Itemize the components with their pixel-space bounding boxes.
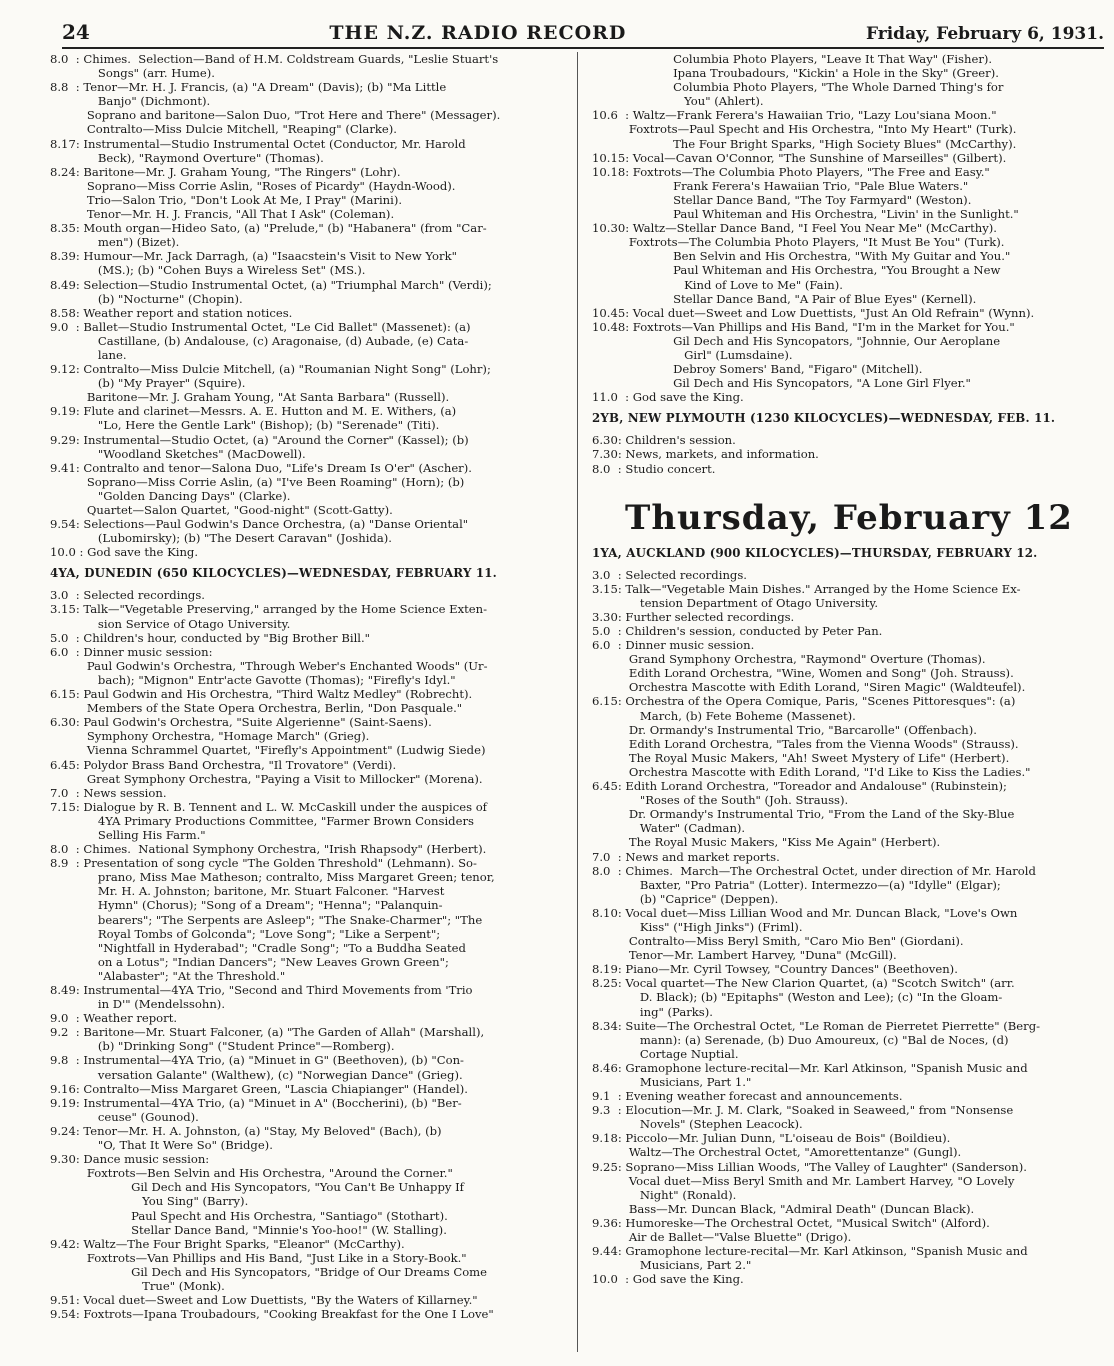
program-line: 4YA Primary Productions Committee, "Farmer Brown Considers — [50, 813, 474, 828]
program-line: ing" (Parks). — [592, 1004, 713, 1019]
program-line: 7.15: Dialogue by R. B. Tennent and L. W. McCaskill under the auspices of — [50, 799, 487, 814]
program-line: Baxter, "Pro Patria" (Lotter). Intermezzo—(a) "Idylle" (Elgar); — [592, 877, 1001, 892]
program-line: Tenor—Mr. Lambert Harvey, "Duna" (McGill). — [592, 948, 897, 963]
program-line: Debroy Somers' Band, "Figaro" (Mitchell). — [592, 362, 923, 377]
program-line: 3.0 : Selected recordings. — [592, 567, 747, 582]
program-line: 8.8 : Tenor—Mr. H. J. Francis, (a) "A Dream" (Davis); (b) "Ma Little — [50, 80, 447, 95]
program-line: 8.34: Suite—The Orchestral Octet, "Le Roman de Pierretet Pierrette" (Berg- — [592, 1018, 1041, 1033]
program-line: 9.42: Waltz—The Four Bright Sparks, "Eleanor" (McCarthy). — [50, 1236, 405, 1251]
right-column — [592, 52, 1106, 1352]
program-line: Members of the State Opera Orchestra, Berlin, "Don Pasquale." — [50, 701, 463, 716]
spacer — [50, 581, 562, 588]
program-line: "O, That It Were So" (Bridge). — [50, 1138, 273, 1153]
program-line: 9.19: Flute and clarinet—Messrs. A. E. Hutton and M. E. Withers, (a) — [50, 404, 457, 419]
program-line: Vocal duet—Miss Beryl Smith and Mr. Lambert Harvey, "O Lovely — [592, 1173, 1015, 1188]
spacer — [592, 539, 1106, 546]
spacer — [592, 483, 1106, 490]
program-line: 6.45: Polydor Brass Band Orchestra, "Il Trovatore" (Verdi). — [50, 757, 397, 772]
program-line: sion Service of Otago University. — [50, 616, 291, 631]
program-line: Girl" (Lumsdaine). — [592, 347, 793, 362]
program-line: 9.8 : Instrumental—4YA Trio, (a) "Minuet in G" (Beethoven), (b) "Con- — [50, 1053, 464, 1068]
program-line: 3.30: Further selected recordings. — [592, 609, 795, 624]
program-line: Contralto—Miss Beryl Smith, "Caro Mio Ben" (Giordani). — [592, 934, 964, 949]
program-line: You Sing" (Barry). — [50, 1194, 249, 1209]
program-line: Columbia Photo Players, "Leave It That Way" (Fisher). — [592, 52, 993, 66]
program-line: Ipana Troubadours, "Kickin' a Hole in the Sky" (Greer). — [592, 66, 999, 81]
program-line: Great Symphony Orchestra, "Paying a Visit to Millocker" (Morena). — [50, 771, 483, 786]
program-line: 9.2 : Baritone—Mr. Stuart Falconer, (a) "The Garden of Allah" (Marshall), — [50, 1025, 485, 1040]
program-line: 6.15: Orchestra of the Opera Comique, Paris, "Scenes Pittoresques": (a) — [592, 694, 1016, 709]
program-line: 8.35: Mouth organ—Hideo Sato, (a) "Prelude," (b) "Habanera" (from "Car- — [50, 221, 487, 236]
program-line: Dr. Ormandy's Instrumental Trio, "Barcarolle" (Offenbach). — [592, 722, 977, 737]
program-line: 3.15: Talk—"Vegetable Main Dishes." Arranged by the Home Science Ex- — [592, 581, 1021, 596]
program-line: Foxtrots—Paul Specht and His Orchestra, "Into My Heart" (Turk). — [592, 122, 1017, 137]
program-line: Foxtrots—Ben Selvin and His Orchestra, "Around the Corner." — [50, 1166, 453, 1181]
program-line: Soprano and baritone—Salon Duo, "Trot Here and There" (Messager). — [50, 108, 501, 123]
program-line: 7.30: News, markets, and information. — [592, 447, 819, 462]
program-line: Gil Dech and His Syncopators, "A Lone Girl Flyer." — [592, 376, 971, 391]
program-line: 8.0 : Chimes. Selection—Band of H.M. Coldstream Guards, "Leslie Stuart's — [50, 52, 499, 66]
program-line: 3.15: Talk—"Vegetable Preserving," arranged by the Home Science Exten- — [50, 602, 488, 617]
program-line: prano, Miss Mae Matheson; contralto, Miss Margaret Green; tenor, — [50, 870, 495, 885]
program-line: Soprano—Miss Corrie Aslin, (a) "I've Been Roaming" (Horn); (b) — [50, 474, 465, 489]
program-line: Mr. H. A. Johnston; baritone, Mr. Stuart Falconer. "Harvest — [50, 884, 445, 899]
spacer — [50, 559, 562, 566]
program-line: 6.0 : Dinner music session: — [50, 644, 213, 659]
program-line: 6.0 : Dinner music session. — [592, 638, 755, 653]
program-line: Musicians, Part 1." — [592, 1075, 752, 1089]
program-line: Cortage Nuptial. — [592, 1046, 739, 1061]
program-line: True" (Monk). — [50, 1278, 225, 1293]
program-line: 6.15: Paul Godwin and His Orchestra, "Third Waltz Medley" (Robrecht). — [50, 687, 473, 702]
program-line: 9.18: Piccolo—Mr. Julian Dunn, "L'oiseau de Bois" (Boildieu). — [592, 1131, 951, 1146]
program-line: 9.3 : Elocution—Mr. J. M. Clark, "Soaked in Seaweed," from "Nonsense — [592, 1103, 1014, 1118]
program-line: Stellar Dance Band, "The Toy Farmyard" (Weston). — [592, 192, 972, 207]
program-line: 9.54: Foxtrots—Ipana Troubadours, "Cooking Breakfast for the One I Love" — [50, 1307, 494, 1322]
program-line: (b) "Drinking Song" ("Student Prince"—Romberg). — [50, 1039, 395, 1054]
column-divider — [577, 52, 578, 1352]
program-line: 10.0 : God save the King. — [50, 545, 199, 560]
program-line: Vienna Schrammel Quartet, "Firefly's Appointment" (Ludwig Siede) — [50, 743, 486, 758]
program-line: Banjo" (Dichmont). — [50, 94, 211, 109]
program-line: (b) "Caprice" (Deppen). — [592, 891, 779, 906]
program-line: 6.30: Children's session. — [592, 433, 736, 448]
program-line: 8.10: Vocal duet—Miss Lillian Wood and Mr. Duncan Black, "Love's Own — [592, 905, 1018, 920]
program-line: Tenor—Mr. H. J. Francis, "All That I Ask" (Coleman). — [50, 207, 395, 222]
program-line: Castillane, (b) Andalouse, (c) Aragonaise, (d) Aubade, (e) Cata- — [50, 333, 469, 348]
program-line: 6.45: Edith Lorand Orchestra, "Toreador and Andalouse" (Rubinstein); — [592, 779, 1007, 794]
station-heading: 2YB, NEW PLYMOUTH (1230 KILOCYCLES)—WEDNESDAY, FEB. 11. — [592, 411, 1056, 426]
program-line: "Roses of the South" (Joh. Strauss). — [592, 793, 849, 808]
program-line: Dr. Ormandy's Instrumental Trio, "From the Land of the Sky-Blue — [592, 807, 1015, 822]
program-line: Selling His Farm." — [50, 827, 206, 842]
page-header — [62, 18, 1104, 49]
program-line: "Alabaster"; "At the Threshold." — [50, 968, 286, 983]
program-line: Hymn" (Chorus); "Song of a Dream"; "Henna"; "Palanquin- — [50, 898, 443, 913]
program-line: (b) "My Prayer" (Squire). — [50, 376, 246, 391]
program-line: 9.51: Vocal duet—Sweet and Low Duettists, "By the Waters of Killarney." — [50, 1293, 478, 1308]
program-line: 9.16: Contralto—Miss Margaret Green, "Lascia Chiapianger" (Handel). — [50, 1081, 468, 1096]
program-line: 11.0 : God save the King. — [592, 390, 744, 405]
program-line: 9.44: Gramophone lecture-recital—Mr. Karl Atkinson, "Spanish Music and — [592, 1244, 1028, 1259]
spacer — [592, 404, 1106, 411]
program-line: 8.0 : Chimes. National Symphony Orchestra, "Irish Rhapsody" (Herbert). — [50, 842, 487, 857]
program-line: Novels" (Stephen Leacock). — [592, 1117, 803, 1132]
program-line: Royal Tombs of Golconda"; "Love Song"; "Like a Serpent"; — [50, 926, 441, 941]
program-line: in D'" (Mendelssohn). — [50, 997, 226, 1012]
program-line: Orchestra Mascotte with Edith Lorand, "Siren Magic" (Waldteufel). — [592, 680, 1026, 695]
program-line: 10.6 : Waltz—Frank Ferera's Hawaiian Trio, "Lazy Lou'siana Moon." — [592, 108, 997, 123]
program-line: 8.58: Weather report and station notices. — [50, 305, 293, 320]
program-line: Quartet—Salon Quartet, "Good-night" (Scott-Gatty). — [50, 503, 393, 517]
program-line: ceuse" (Gounod). — [50, 1109, 199, 1124]
program-line: Edith Lorand Orchestra, "Wine, Women and Song" (Joh. Strauss). — [592, 666, 1014, 681]
program-line: Frank Ferera's Hawaiian Trio, "Pale Blue Waters." — [592, 178, 969, 193]
program-line: 8.25: Vocal quartet—The New Clarion Quartet, (a) "Scotch Switch" (arr. — [592, 976, 1015, 991]
program-line: on a Lotus"; "Indian Dancers"; "New Leaves Grown Green"; — [50, 954, 449, 969]
program-line: 9.12: Contralto—Miss Dulcie Mitchell, (a) "Roumanian Night Song" (Lohr); — [50, 362, 491, 377]
program-line: Foxtrots—The Columbia Photo Players, "It Must Be You" (Turk). — [592, 235, 1005, 250]
program-line: 3.0 : Selected recordings. — [50, 588, 205, 603]
program-line: Paul Whiteman and His Orchestra, "You Brought a New — [592, 263, 1001, 278]
program-line: March, (b) Fete Boheme (Massenet). — [592, 708, 856, 723]
program-line: Air de Ballet—"Valse Bluette" (Drigo). — [592, 1230, 852, 1245]
program-line: "Woodland Sketches" (MacDowell). — [50, 446, 306, 461]
program-line: 8.9 : Presentation of song cycle "The Golden Threshold" (Lehmann). So- — [50, 856, 477, 871]
program-line: versation Galante" (Walthew), (c) "Norwegian Dance" (Grieg). — [50, 1067, 463, 1082]
program-line: 9.25: Soprano—Miss Lillian Woods, "The Valley of Laughter" (Sanderson). — [592, 1159, 1027, 1174]
program-line: Paul Godwin's Orchestra, "Through Weber's Enchanted Woods" (Ur- — [50, 658, 488, 673]
program-line: (Lubomirsky); (b) "The Desert Caravan" (Joshida). — [50, 531, 392, 546]
program-line: Water" (Cadman). — [592, 821, 746, 836]
program-line: Kind of Love to Me" (Fain). — [592, 277, 843, 292]
program-line: Waltz—The Orchestral Octet, "Amorettentanze" (Gungl). — [592, 1145, 962, 1160]
program-line: 9.54: Selections—Paul Godwin's Dance Orchestra, (a) "Danse Oriental" — [50, 517, 469, 532]
spacer — [592, 490, 1106, 497]
program-line: Symphony Orchestra, "Homage March" (Grieg). — [50, 729, 370, 744]
program-line: bearers"; "The Serpents are Asleep"; "The Snake-Charmer"; "The — [50, 912, 483, 927]
program-line: Gil Dech and His Syncopators, "Johnnie, Our Aeroplane — [592, 333, 1001, 348]
program-line: Foxtrots—Van Phillips and His Band, "Just Like in a Story-Book." — [50, 1250, 467, 1265]
program-line: 7.0 : News and market reports. — [592, 849, 780, 864]
program-line: The Royal Music Makers, "Ah! Sweet Mystery of Life" (Herbert). — [592, 750, 1010, 765]
program-line: (b) "Nocturne" (Chopin). — [50, 291, 243, 306]
program-line: 9.30: Dance music session: — [50, 1152, 210, 1167]
program-line: (MS.); (b) "Cohen Buys a Wireless Set" (MS.). — [50, 263, 366, 278]
program-line: 10.45: Vocal duet—Sweet and Low Duettists, "Just An Old Refrain" (Wynn). — [592, 305, 1035, 320]
program-line: 9.41: Contralto and tenor—Salona Duo, "Life's Dream Is O'er" (Ascher). — [50, 460, 472, 475]
program-line: bach); "Mignon" Entr'acte Gavotte (Thomas); "Firefly's Idyl." — [50, 672, 456, 687]
program-line: The Four Bright Sparks, "High Society Blues" (McCarthy). — [592, 136, 1017, 151]
program-line: Soprano—Miss Corrie Aslin, "Roses of Picardy" (Haydn-Wood). — [50, 178, 456, 193]
program-line: 10.15: Vocal—Cavan O'Connor, "The Sunshine of Marseilles" (Gilbert). — [592, 150, 1007, 165]
program-line: 5.0 : Children's session, conducted by Peter Pan. — [592, 624, 883, 638]
publication-title: THE N.Z. RADIO RECORD — [329, 22, 627, 44]
page-number: 24 — [62, 20, 90, 44]
program-line: Musicians, Part 2." — [592, 1258, 752, 1273]
program-line: Stellar Dance Band, "A Pair of Blue Eyes" (Kernell). — [592, 291, 977, 306]
program-line: 10.48: Foxtrots—Van Phillips and His Band, "I'm in the Market for You." — [592, 319, 1015, 334]
station-heading: 4YA, DUNEDIN (650 KILOCYCLES)—WEDNESDAY, FEBRUARY 11. — [50, 566, 497, 581]
program-line: Edith Lorand Orchestra, "Tales from the Vienna Woods" (Strauss). — [592, 736, 1019, 751]
program-line: 8.39: Humour—Mr. Jack Darragh, (a) "Isaacstein's Visit to New York" — [50, 249, 457, 264]
issue-date: Friday, February 6, 1931. — [866, 24, 1104, 44]
program-line: 8.49: Instrumental—4YA Trio, "Second and Third Movements from 'Trio — [50, 983, 473, 997]
program-line: 8.17: Instrumental—Studio Instrumental Octet (Conductor, Mr. Harold — [50, 136, 466, 151]
program-line: mann): (a) Serenade, (b) Duo Amoureux, (c) "Bal de Noces, (d) — [592, 1032, 1009, 1047]
program-line: 10.18: Foxtrots—The Columbia Photo Players, "The Free and Easy." — [592, 164, 990, 179]
program-line: The Royal Music Makers, "Kiss Me Again" (Herbert). — [592, 835, 941, 850]
program-line: lane. — [50, 347, 127, 362]
program-line: 8.46: Gramophone lecture-recital—Mr. Karl Atkinson, "Spanish Music and — [592, 1060, 1028, 1075]
program-line: men") (Bizet). — [50, 235, 180, 250]
program-line: tension Department of Otago University. — [592, 595, 879, 610]
day-heading: Thursday, February 12 — [625, 497, 1073, 538]
program-line: "Nightfall in Hyderabad"; "Cradle Song"; "To a Buddha Seated — [50, 940, 466, 955]
program-line: 10.30: Waltz—Stellar Dance Band, "I Feel You Near Me" (McCarthy). — [592, 221, 997, 236]
program-line: 9.24: Tenor—Mr. H. A. Johnston, (a) "Stay, My Beloved" (Bach), (b) — [50, 1123, 442, 1138]
program-line: 8.24: Baritone—Mr. J. Graham Young, "The Ringers" (Lohr). — [50, 164, 401, 179]
program-line: Paul Specht and His Orchestra, "Santiago" (Stothart). — [50, 1208, 448, 1223]
program-line: Night" (Ronald). — [592, 1187, 737, 1202]
program-line: Bass—Mr. Duncan Black, "Admiral Death" (Duncan Black). — [592, 1201, 975, 1216]
program-line: 6.30: Paul Godwin's Orchestra, "Suite Algerienne" (Saint-Saens). — [50, 715, 432, 730]
spacer — [592, 561, 1106, 568]
program-line: Kiss" ("High Jinks") (Friml). — [592, 919, 803, 934]
spacer — [592, 476, 1106, 483]
program-line: Beck), "Raymond Overture" (Thomas). — [50, 150, 324, 165]
program-line: Baritone—Mr. J. Graham Young, "At Santa Barbara" (Russell). — [50, 390, 450, 405]
program-line: 8.49: Selection—Studio Instrumental Octet, (a) "Triumphal March" (Verdi); — [50, 277, 492, 292]
program-line: Columbia Photo Players, "The Whole Darned Thing's for — [592, 80, 1004, 95]
program-line: Contralto—Miss Dulcie Mitchell, "Reaping" (Clarke). — [50, 122, 397, 137]
program-line: Grand Symphony Orchestra, "Raymond" Overture (Thomas). — [592, 652, 986, 667]
program-line: 9.1 : Evening weather forecast and announcements. — [592, 1089, 903, 1104]
program-line: D. Black); (b) "Epitaphs" (Weston and Lee); (c) "In the Gloam- — [592, 990, 1003, 1005]
program-line: 8.0 : Studio concert. — [592, 461, 716, 476]
program-line: "Lo, Here the Gentle Lark" (Bishop); (b) "Serenade" (Titi). — [50, 418, 440, 433]
left-column — [50, 52, 562, 1352]
program-line: 10.0 : God save the King. — [592, 1272, 744, 1287]
program-line: Gil Dech and His Syncopators, "Bridge of Our Dreams Come — [50, 1264, 488, 1279]
spacer — [592, 426, 1106, 433]
program-line: 8.19: Piano—Mr. Cyril Towsey, "Country Dances" (Beethoven). — [592, 962, 958, 977]
program-line: 5.0 : Children's hour, conducted by "Big Brother Bill." — [50, 630, 371, 645]
program-line: 7.0 : News session. — [50, 785, 167, 800]
program-line: 9.19: Instrumental—4YA Trio, (a) "Minuet in A" (Boccherini), (b) "Ber- — [50, 1095, 462, 1110]
program-line: Paul Whiteman and His Orchestra, "Livin' in the Sunlight." — [592, 207, 1019, 222]
program-line: 9.0 : Weather report. — [50, 1011, 178, 1026]
program-line: "Golden Dancing Days" (Clarke). — [50, 488, 291, 503]
program-line: 9.0 : Ballet—Studio Instrumental Octet, "Le Cid Ballet" (Massenet): (a) — [50, 319, 471, 334]
program-line: Orchestra Mascotte with Edith Lorand, "I'd Like to Kiss the Ladies." — [592, 764, 1031, 779]
program-line: Trio—Salon Trio, "Don't Look At Me, I Pray" (Marini). — [50, 192, 403, 207]
station-heading: 1YA, AUCKLAND (900 KILOCYCLES)—THURSDAY, FEBRUARY 12. — [592, 545, 1038, 560]
program-line: 9.29: Instrumental—Studio Octet, (a) "Around the Corner" (Kassel); (b) — [50, 432, 469, 447]
program-line: You" (Ahlert). — [592, 94, 764, 109]
program-line: Ben Selvin and His Orchestra, "With My Guitar and You." — [592, 249, 1011, 264]
program-line: Songs" (arr. Hume). — [50, 66, 215, 81]
program-line: Stellar Dance Band, "Minnie's Yoo-hoo!" (W. Stalling). — [50, 1222, 447, 1237]
program-line: Gil Dech and His Syncopators, "You Can't Be Unhappy If — [50, 1180, 464, 1195]
program-line: 9.36: Humoreske—The Orchestral Octet, "Musical Switch" (Alford). — [592, 1215, 990, 1230]
program-line: 8.0 : Chimes. March—The Orchestral Octet, under direction of Mr. Harold — [592, 863, 1036, 878]
